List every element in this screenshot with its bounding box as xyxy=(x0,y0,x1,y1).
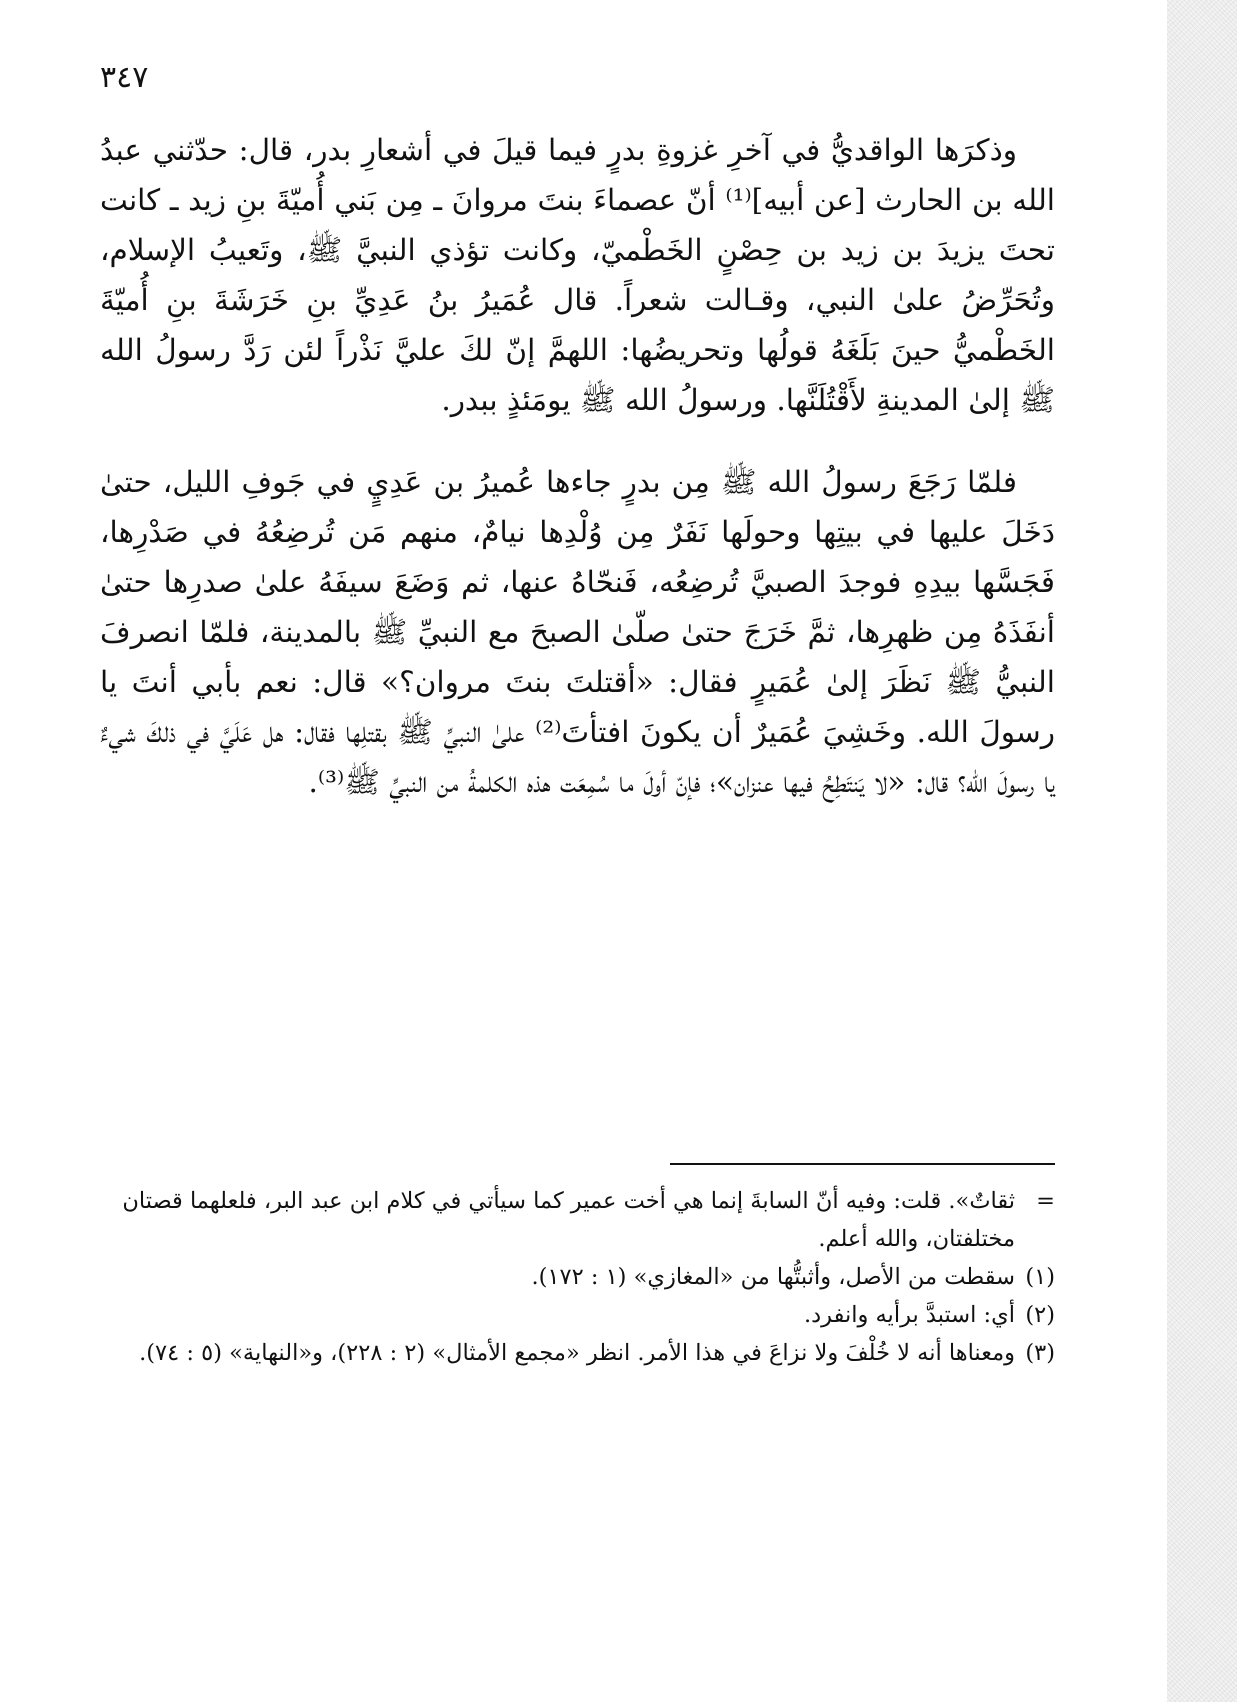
main-text-body xyxy=(100,125,1055,807)
page-number: ٣٤٧ xyxy=(100,60,149,95)
footnote-marker: = xyxy=(1036,1188,1055,1214)
footnote-3 xyxy=(100,1334,1055,1372)
footnote-marker: (٢) xyxy=(1025,1302,1055,1328)
footnote-text: سقطت من الأصل، وأثبتُّها من «المغازي» (١ : ١٧٢). xyxy=(531,1264,1015,1290)
footnote-1 xyxy=(100,1258,1055,1296)
footnote-marker: (٣) xyxy=(1025,1340,1055,1366)
footnote-divider xyxy=(670,1163,1055,1165)
paragraph-1: وذكرَها الواقديُّ في آخرِ غزوةِ بدرٍ فيما قيلَ في أشعارِ بدر، قال: حدّثني عبدُ الله بن الحارث [عن أبيه]⁽¹⁾ أنّ عصماءَ بنتَ مروانَ ـ مِن بَني أُميّةَ بنِ زيد ـ كانت تحتَ يزيدَ بن زيد بن حِصْنٍ الخَطْميّ، وكانت تؤذي النبيَّ ﷺ، وتَعيبُ الإسلام، وتُحَرِّضُ علىٰ النبي، وقـالت شعراً. قال عُمَيرُ بنُ عَدِيِّ بنِ خَرَشَةَ بنِ أُميّةَ الخَطْميُّ حينَ بَلَغَهُ قولُها وتحريضُها: اللهمَّ إنّ لكَ عليَّ نَذْراً لئن رَدَّ رسولُ الله ﷺ إلىٰ المدينةِ لأَقْتُلَنَّها. ورسولُ الله ﷺ يومَئذٍ ببدر. xyxy=(100,133,1055,417)
scan-edge-shading xyxy=(1167,0,1237,1702)
footnote-text: ومعناها أنه لا خُلْفَ ولا نزاعَ في هذا الأمر. انظر «مجمع الأمثال» (٢ : ٢٢٨)، و«النهاية» (٥ : ٧٤). xyxy=(139,1340,1015,1366)
footnote-text: ثقاتٌ». قلت: وفيه أنّ السابةَ إنما هي أخت عمير كما سيأتي في كلام ابن عبد البر، فلعلهما قصتان مختلفتان، والله أعلم. xyxy=(122,1188,1015,1252)
paragraph-2: فلمّا رَجَعَ رسولُ الله ﷺ مِن بدرٍ جاءها عُميرُ بن عَدِيٍ في جَوفِ الليل، حتىٰ دَخَلَ عليها في بيتِها وحولَها نَفَرٌ مِن وُلْدِها نيامٌ، منهم مَن تُرضِعُهُ في صَدْرِها، فَجَسَّها بيدِهِ فوجدَ الصبيَّ تُرضِعُه، فَنحّاهُ عنها، ثم وَضَعَ سيفَهُ علىٰ صدرِها حتىٰ أنفَذَهُ مِن ظهرِها، ثمَّ خَرَجَ حتىٰ صلّىٰ الصبحَ مع النبيِّ ﷺ بالمدينة، فلمّا انصرفَ النبيُّ ﷺ نَظَرَ إلىٰ عُمَيرٍ فقال: «أقتلتَ بنتَ مروان؟» قال: نعم بأبي أنتَ يا رسولَ الله. وخَشِيَ عُمَيرٌ أن يكونَ افتأتَ⁽²⁾ علىٰ النبيِّ ﷺ بقتلِها فقال: هل عَلَيَّ في ذلكَ شيءٌ يا رسولَ الله؟ قال: «لا يَنتَطِحُ فيها عنزان»؛ فإنّ أولَ ما سُمِعَت هذه الكلمةُ من النبيِّ ﷺ⁽³⁾. xyxy=(100,465,1055,799)
footnote-text: أي: استبدَّ برأيه وانفرد. xyxy=(804,1302,1015,1328)
footnote-2 xyxy=(100,1296,1055,1334)
footnote-marker: (١) xyxy=(1025,1264,1055,1290)
footnotes xyxy=(100,1182,1055,1372)
footnote-continuation xyxy=(100,1182,1055,1258)
